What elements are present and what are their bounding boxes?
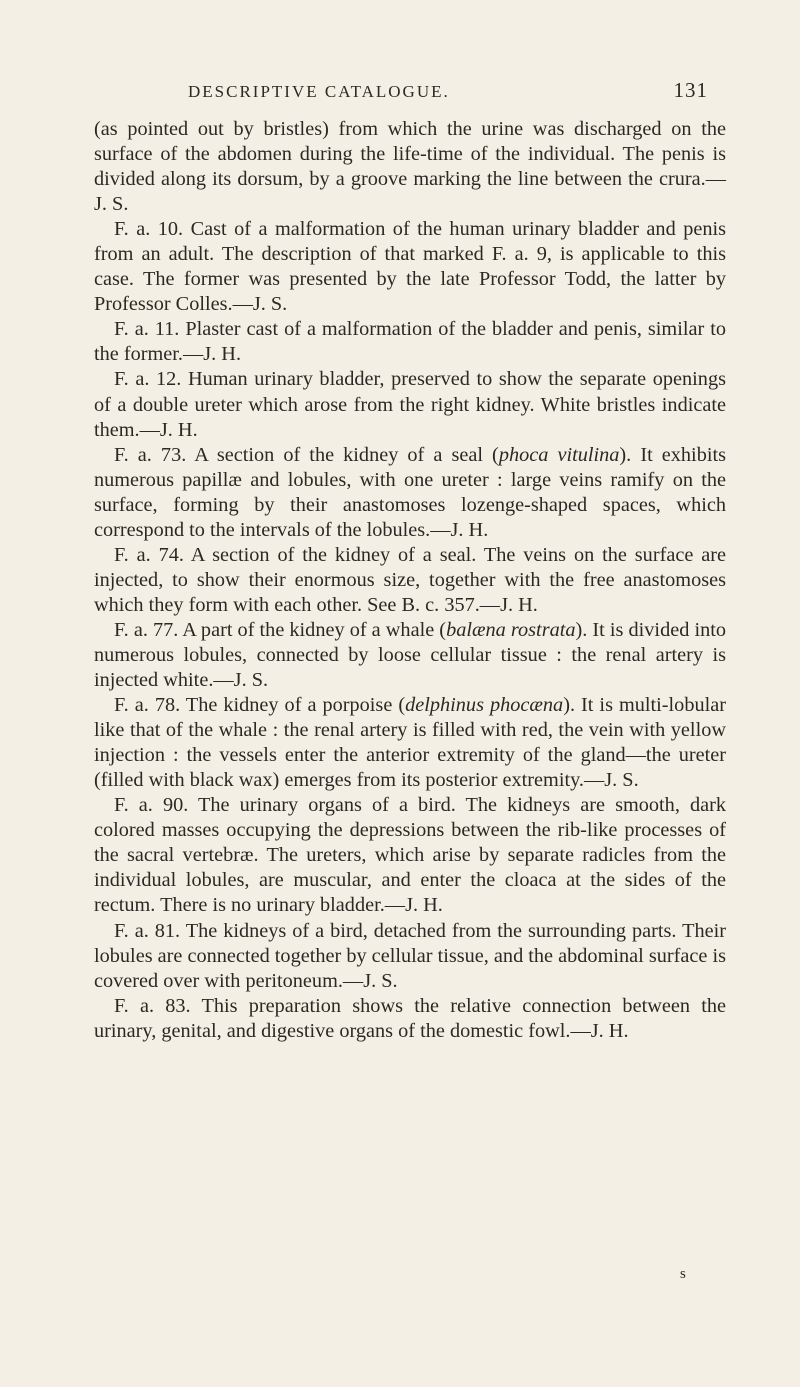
- entry-fa73-species: phoca vitulina: [498, 443, 620, 466]
- body-text: [94, 117, 726, 1044]
- entry-fa78-body: ). It is multi-lobular like that of the whale : the renal artery is filled with red, the vein with yellow injection : the vessels enter the anterior extremity of the gland—the ureter (filled with black wax) emerges from its posterior extremity.—J. S.: [94, 694, 726, 792]
- continuation-paragraph: (as pointed out by bristles) from which the urine was discharged on the surface of the abdomen during the life-time of the individual. The penis is divided along its dorsum, by a groove marking the line between the crura.—J. S.: [94, 118, 726, 216]
- entry-fa81: F. a. 81. The kidneys of a bird, detached from the surrounding parts. Their lobules are connected together by cellular tissue, and the abdominal surface is covered over with peritoneum.—J. S.: [94, 919, 726, 992]
- page-header: [188, 78, 708, 103]
- page-number: 131: [673, 78, 708, 102]
- entry-fa73-lead: F. a. 73. A section of the kidney of a seal (: [114, 443, 499, 466]
- signature-mark: s: [680, 1266, 686, 1282]
- entry-fa77: [94, 618, 726, 693]
- entry-fa11: F. a. 11. Plaster cast of a malformation of the bladder and penis, similar to the former.—J. H.: [94, 318, 726, 366]
- entry-fa12: F. a. 12. Human urinary bladder, preserved to show the separate openings of a double ureter which arose from the right kidney. White bristles indicate them.—J. H.: [94, 368, 726, 441]
- entry-fa73: [94, 443, 726, 543]
- entry-fa78-lead: F. a. 78. The kidney of a porpoise (: [114, 694, 406, 717]
- entry-fa83: F. a. 83. This preparation shows the relative connection between the urinary, genital, and digestive organs of the domestic fowl.—J. H.: [94, 994, 726, 1042]
- running-head: DESCRIPTIVE CATALOGUE.: [188, 82, 450, 101]
- entry-fa77-body: ). It is divided into numerous lobules, connected by loose cellular tissue : the renal artery is injected white.—J. S.: [94, 618, 726, 692]
- entry-fa77-species: balæna rostrata: [446, 618, 576, 641]
- entry-fa78: [94, 693, 726, 793]
- entry-fa90: F. a. 90. The urinary organs of a bird. The kidneys are smooth, dark colored masses occupying the depressions between the rib-like processes of the sacral vertebræ. The ureters, which arise by separate radicles from the individual lobules, are muscular, and enter the cloaca at the sides of the rectum. There is no urinary bladder.—J. H.: [94, 794, 726, 917]
- entry-fa78-species: delphinus phocæna: [405, 694, 564, 717]
- entry-fa77-lead: F. a. 77. A part of the kidney of a whale (: [114, 618, 447, 641]
- entry-fa74: F. a. 74. A section of the kidney of a seal. The veins on the surface are injected, to show their enormous size, together with the free anastomoses which they form with each other. See B. c. 357.—J. H.: [94, 543, 726, 616]
- entry-fa73-body: ). It exhibits numerous papillæ and lobules, with one ureter : large veins ramify on the surface, forming by their anastomoses lozenge-shaped spaces, which correspond to the intervals of the lobules.—J. H.: [94, 443, 726, 541]
- entry-fa10: F. a. 10. Cast of a malformation of the human urinary bladder and penis from an adult. The description of that marked F. a. 9, is applicable to this case. The former was presented by the late Professor Todd, the latter by Professor Colles.—J. S.: [94, 218, 726, 316]
